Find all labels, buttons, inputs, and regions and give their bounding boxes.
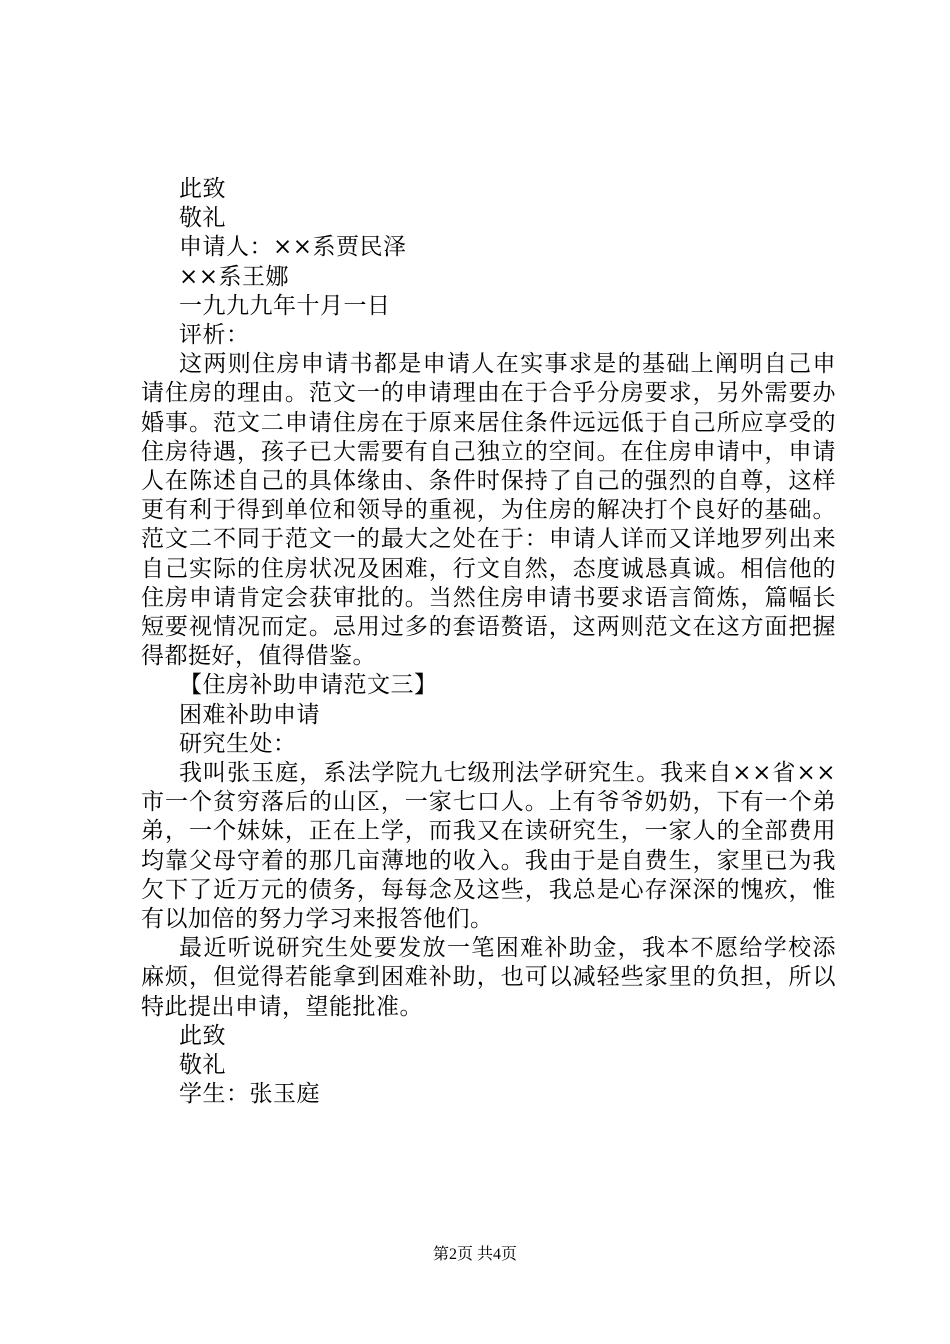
page-number: 第2页 共4页 — [432, 1246, 517, 1263]
letter-date: 一九九九年十月一日 — [179, 292, 391, 319]
analysis-paragraph: 这两则住房申请书都是申请人在实事求是的基础上阐明自己申请住房的理由。范文一的申请理由在于合乎分房要求，另外需要办婚事。范文二申请住房在于原来居住条件远远低于自己所应享受的住房待遇，孩子已大需要有自己独立的空间。在住房申请中，申请人在陈述自己的具体缘由、条件时保持了自己的强烈的自尊，这样更有利于得到单位和领导的重视，为住房的解决打个良好的基础。范文二不同于范文一的最大之处在于：申请人详而又详地罗列出来自己实际的住房状况及困难，行文自然，态度诚恳真诚。相信他的住房申请肯定会获审批的。当然住房申请书要求语言简炼，篇幅长短要视情况而定。忌用过多的套语赘语，这两则范文在这方面把握得都挺好，值得借鉴。 — [141, 351, 836, 670]
applicant-line-1: 申请人：××系贾民泽 — [179, 234, 407, 261]
closing-cizhi: 此致 — [179, 176, 226, 202]
sample3-title: 困难补助申请 — [179, 701, 320, 728]
sample3-paragraph-1: 我叫张玉庭，系法学院九七级刑法学研究生。我来自××省××市一个贫穷落后的山区，一家七口人。上有爷爷奶奶，下有一个弟弟，一个妹妹，正在上学，而我又在读研究生，一家人的全部费用均靠父母守着的那几亩薄地的收入。我由于是自费生，家里已为我欠下了近万元的债务，每每念及这些，我总是心存深深的愧疚，惟有以加倍的努力学习来报答他们。 — [141, 760, 836, 933]
document-body — [141, 175, 836, 1110]
sample3-paragraph-2: 最近听说研究生处要发放一笔困难补助金，我本不愿给学校添麻烦，但觉得若能拿到困难补助，也可以减轻些家里的负担，所以特此提出申请，望能批准。 — [141, 935, 836, 1020]
sample3-cizhi: 此致 — [179, 1022, 226, 1049]
applicant-line-2: ××系王娜 — [179, 263, 290, 290]
sample3-jingli: 敬礼 — [179, 1052, 226, 1079]
page-footer — [0, 1245, 950, 1265]
sample3-heading: 【住房补助申请范文三】 — [179, 672, 438, 699]
analysis-label: 评析： — [179, 322, 250, 349]
closing-jingli: 敬礼 — [179, 205, 226, 232]
sample3-signature: 学生：张玉庭 — [179, 1081, 320, 1108]
sample3-recipient: 研究生处： — [179, 730, 297, 757]
